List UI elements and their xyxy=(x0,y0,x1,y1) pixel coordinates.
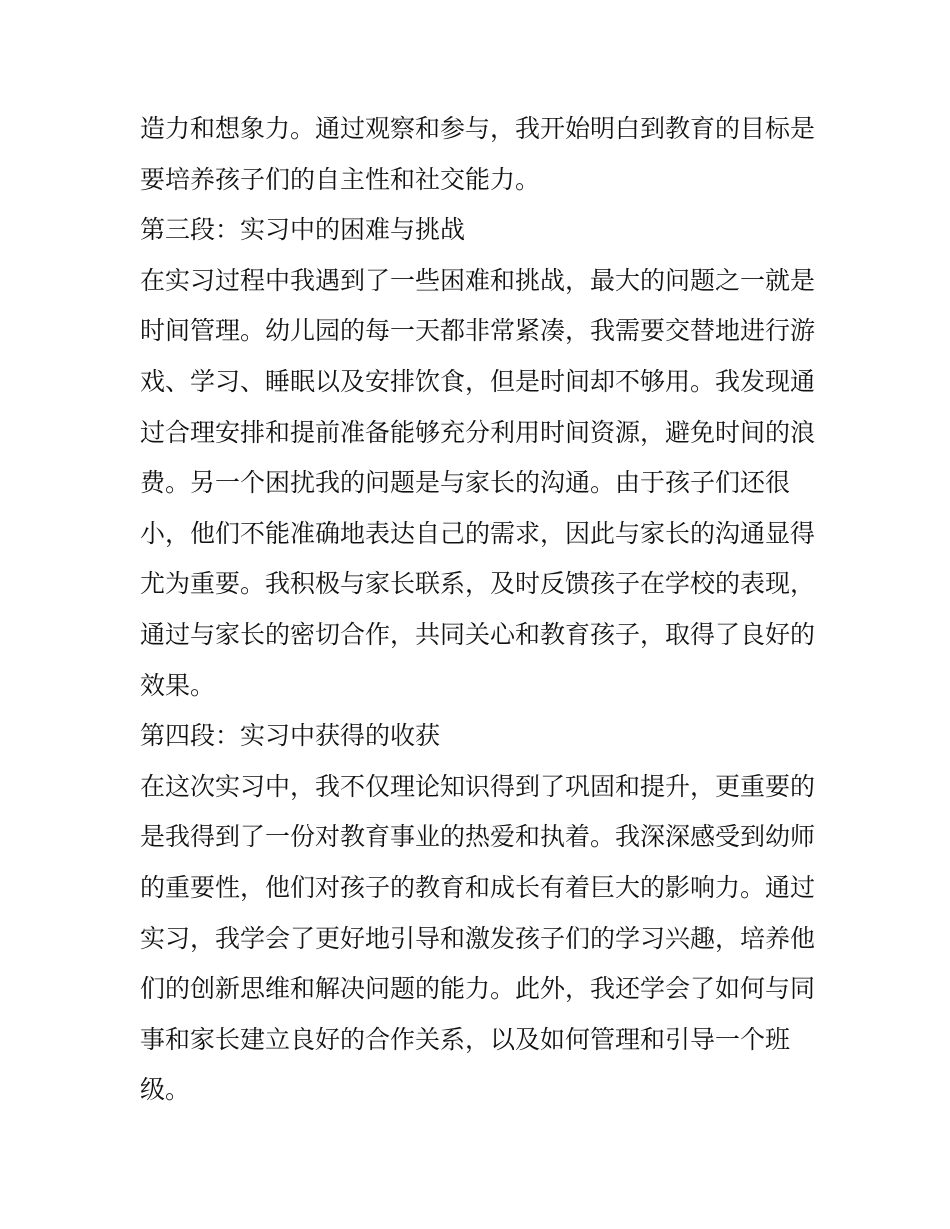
section-heading: 第四段：实习中获得的收获 xyxy=(140,721,441,751)
paragraph-line: 们的创新思维和解决问题的能力。此外，我还学会了如何与同 xyxy=(140,974,816,1004)
paragraph-line: 事和家长建立良好的合作关系，以及如何管理和引导一个班 xyxy=(140,1024,791,1054)
paragraph-line: 要培养孩子们的自主性和社交能力。 xyxy=(140,164,541,194)
document-body xyxy=(140,104,820,1116)
paragraph-line: 小，他们不能准确地表达自己的需求，因此与家长的沟通显得 xyxy=(140,518,816,548)
paragraph-line: 在这次实习中，我不仅理论知识得到了巩固和提升，更重要的 xyxy=(140,771,816,801)
paragraph-line: 是我得到了一份对教育事业的热爱和执着。我深深感受到幼师 xyxy=(140,822,816,852)
section-heading: 第三段：实习中的困难与挑战 xyxy=(140,215,466,245)
paragraph-line: 造力和想象力。通过观察和参与，我开始明白到教育的目标是 xyxy=(140,114,816,143)
paragraph-line: 戏、学习、睡眠以及安排饮食，但是时间却不够用。我发现通 xyxy=(140,366,816,396)
paragraph-line: 级。 xyxy=(140,1075,191,1105)
paragraph-line: 费。另一个困扰我的问题是与家长的沟通。由于孩子们还很 xyxy=(140,468,791,498)
paragraph-line: 时间管理。幼儿园的每一天都非常紧凑，我需要交替地进行游 xyxy=(140,316,816,346)
paragraph-line: 过合理安排和提前准备能够充分利用时间资源，避免时间的浪 xyxy=(140,417,816,447)
paragraph-line: 实习，我学会了更好地引导和激发孩子们的学习兴趣，培养他 xyxy=(140,923,816,953)
paragraph-line: 的重要性，他们对孩子的教育和成长有着巨大的影响力。通过 xyxy=(140,872,816,902)
paragraph-line: 通过与家长的密切合作，共同关心和教育孩子，取得了良好的 xyxy=(140,619,816,649)
paragraph-line: 效果。 xyxy=(140,670,216,700)
paragraph-line: 在实习过程中我遇到了一些困难和挑战，最大的问题之一就是 xyxy=(140,265,816,295)
paragraph-line: 尤为重要。我积极与家长联系，及时反馈孩子在学校的表现， xyxy=(140,569,816,599)
